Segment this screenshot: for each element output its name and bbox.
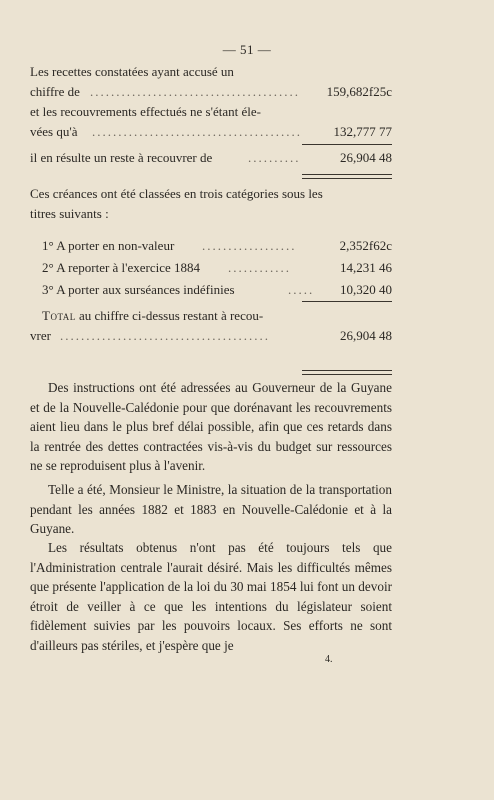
- total-label: [42, 306, 263, 326]
- category-label: 3° A porter aux surséances indéfinies: [42, 282, 235, 297]
- ledger-label: il en résulte un reste à recouvrer de: [30, 150, 213, 165]
- ledger-line: [30, 102, 392, 122]
- ledger-text: et les recouvrements effectués ne s'étant éle-: [30, 104, 261, 119]
- total-rule: [302, 370, 392, 375]
- paragraph-text: Des instructions ont été adressées au Gouverneur de la Guyane et de la Nouvelle-Calédonie pour que dorénavant les recouvrements aient lieu dans le plus bref délai possible, afin que ces retards dans la rentrée des dettes contractées vis-à-vis du budget sur ressources ne se reproduisent plus à l'avenir.: [30, 380, 392, 473]
- ledger-label: vées qu'à: [30, 124, 78, 139]
- leader-dots: .....: [288, 282, 315, 297]
- sum-rule: [302, 144, 392, 145]
- category-row: [30, 280, 392, 302]
- category-row: [30, 236, 392, 258]
- total-label: vrer: [30, 328, 51, 343]
- ledger-amount: 159,682f25c: [323, 82, 392, 102]
- paragraph: [30, 480, 392, 539]
- total-word: Total: [42, 308, 76, 323]
- ledger-text: Les recettes constatées ayant accusé un: [30, 64, 234, 79]
- paragraph-text: Telle a été, Monsieur le Ministre, la situation de la transportation pendant les années 1882 et 1883 en Nouvelle-Calédonie et à la Guyane.: [30, 482, 392, 536]
- paragraph: [30, 538, 392, 655]
- ledger-amount: 26,904 48: [336, 148, 392, 168]
- categories-intro: [30, 184, 392, 204]
- leader-dots: ..................: [202, 238, 297, 253]
- paragraph: [30, 378, 392, 476]
- categories-block: [30, 184, 392, 346]
- category-label: 2° A reporter à l'exercice 1884: [42, 260, 201, 275]
- ledger-line: [30, 148, 392, 168]
- leader-dots: ........................................: [92, 124, 302, 139]
- leader-dots: ............: [228, 260, 291, 275]
- intro-text: titres suivants :: [30, 206, 109, 221]
- ledger-block: [30, 62, 392, 168]
- ledger-line: [30, 122, 392, 142]
- total-amount: 26,904 48: [336, 326, 392, 346]
- page-number: — 51 —: [222, 42, 272, 57]
- ledger-line: [30, 82, 392, 102]
- total-text: au chiffre ci-dessus restant à recou-: [75, 308, 264, 323]
- leader-dots: ..........: [248, 150, 301, 165]
- ledger-line: [30, 62, 392, 82]
- category-row: [30, 258, 392, 280]
- paragraph-text: Les résultats obtenus n'ont pas été toujours tels que l'Administration centrale l'aurait désiré. Mais les difficultés mêmes que présente l'application de la loi du 30 mai 1854 lui font un devoir étroit de veiller à ce que les intentions du législateur soient fidèlement suivies par les pouvoirs locaux. Ses efforts ne sont d'ailleurs pas stériles, et j'espère que je: [30, 540, 392, 653]
- category-label: 1° A porter en non-valeur: [42, 238, 175, 253]
- total-rule: [302, 174, 392, 179]
- total-row: [30, 326, 392, 346]
- total-row: [30, 306, 392, 326]
- categories-intro: [30, 204, 392, 224]
- category-amount: 14,231 46: [336, 258, 392, 278]
- intro-text: Ces créances ont été classées en trois catégories sous les: [30, 186, 323, 201]
- ledger-amount: 132,777 77: [330, 122, 393, 142]
- category-amount: 2,352f62c: [336, 236, 392, 256]
- leader-dots: ........................................: [90, 84, 300, 99]
- signature-mark: 4.: [325, 654, 333, 665]
- category-amount: 10,320 40: [336, 280, 392, 300]
- leader-dots: ........................................: [60, 328, 270, 343]
- ledger-label: chiffre de: [30, 84, 80, 99]
- sum-rule: [302, 301, 392, 302]
